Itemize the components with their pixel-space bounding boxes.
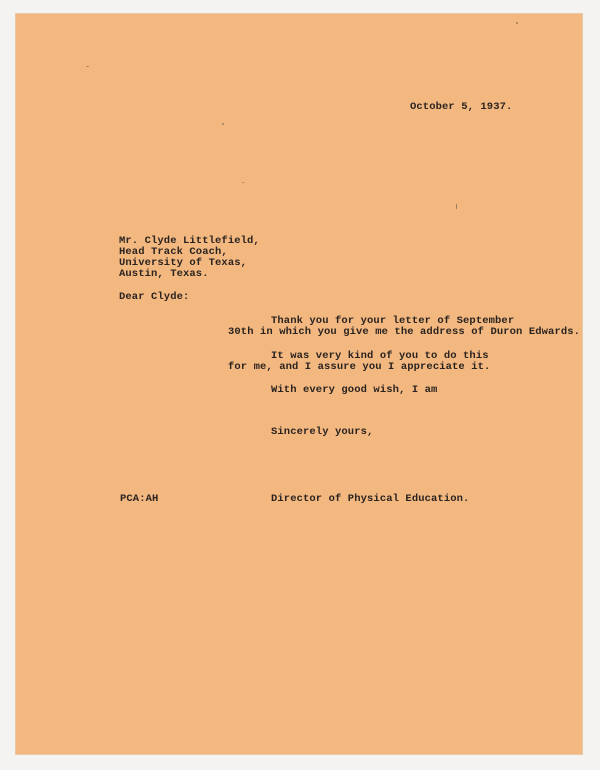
body-paragraph-line: Thank you for your letter of September: [271, 315, 515, 327]
recipient-address-line: University of Texas,: [119, 257, 248, 269]
body-paragraph-line: 30th in which you give me the address of Duron Edwards.: [228, 326, 581, 338]
body-paragraph-line: It was very kind of you to do this: [271, 350, 489, 362]
typist-initials: PCA:AH: [120, 493, 159, 505]
salutation: Dear Clyde:: [119, 291, 190, 303]
body-paragraph-line: With every good wish, I am: [271, 384, 438, 396]
body-paragraph-line: for me, and I assure you I appreciate it.: [228, 361, 491, 373]
paper-speck: [242, 182, 244, 183]
recipient-address-line: Head Track Coach,: [119, 246, 228, 258]
paper-speck: [456, 204, 457, 209]
recipient-address-line: Austin, Texas.: [119, 268, 209, 280]
paper-speck: [516, 22, 518, 24]
signature-title: Director of Physical Education.: [271, 493, 470, 505]
letter-page: [16, 14, 582, 754]
paper-speck: [222, 123, 224, 125]
closing: Sincerely yours,: [271, 426, 374, 438]
letter-date: October 5, 1937.: [410, 101, 513, 113]
recipient-address-line: Mr. Clyde Littlefield,: [119, 235, 260, 247]
paper-speck: [86, 66, 89, 67]
